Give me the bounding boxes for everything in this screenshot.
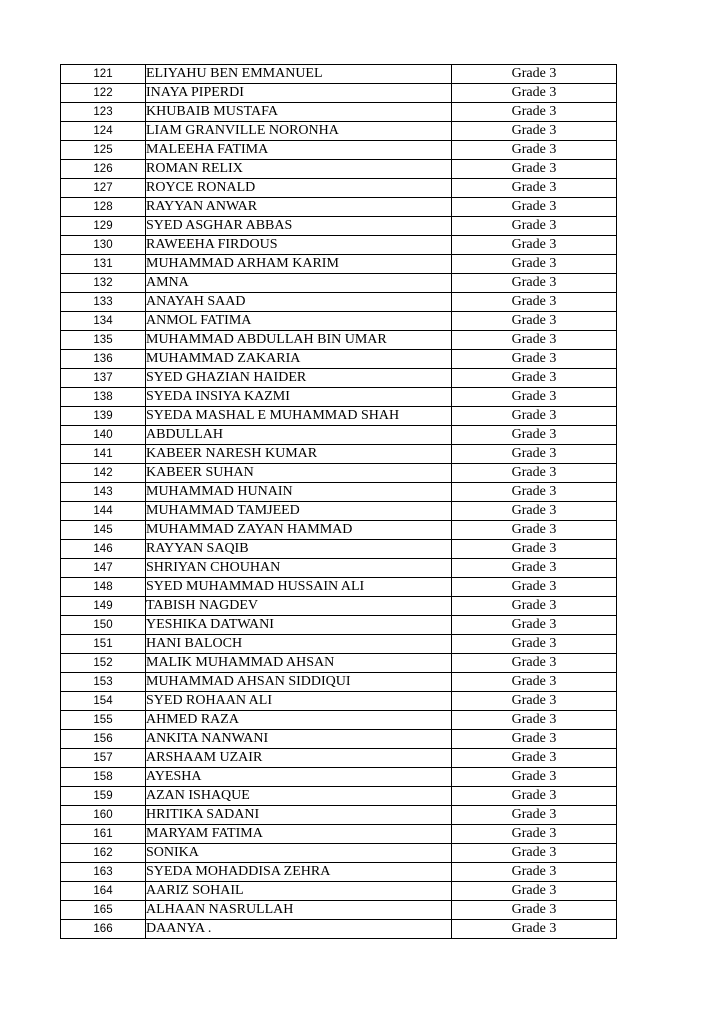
student-grade: Grade 3 bbox=[452, 616, 617, 635]
student-grade: Grade 3 bbox=[452, 806, 617, 825]
table-row bbox=[61, 692, 617, 711]
row-number: 145 bbox=[61, 521, 146, 540]
row-number: 148 bbox=[61, 578, 146, 597]
row-number: 126 bbox=[61, 160, 146, 179]
table-row bbox=[61, 882, 617, 901]
student-name: AMNA bbox=[146, 274, 452, 293]
student-grade: Grade 3 bbox=[452, 65, 617, 84]
table-row bbox=[61, 388, 617, 407]
row-number: 161 bbox=[61, 825, 146, 844]
row-number: 125 bbox=[61, 141, 146, 160]
row-number: 157 bbox=[61, 749, 146, 768]
student-grade: Grade 3 bbox=[452, 749, 617, 768]
table-row bbox=[61, 635, 617, 654]
student-name: SHRIYAN CHOUHAN bbox=[146, 559, 452, 578]
student-grade: Grade 3 bbox=[452, 597, 617, 616]
student-name: HANI BALOCH bbox=[146, 635, 452, 654]
table-row bbox=[61, 312, 617, 331]
student-name: INAYA PIPERDI bbox=[146, 84, 452, 103]
student-grade: Grade 3 bbox=[452, 350, 617, 369]
student-name: ARSHAAM UZAIR bbox=[146, 749, 452, 768]
student-name: SYEDA MASHAL E MUHAMMAD SHAH bbox=[146, 407, 452, 426]
table-row bbox=[61, 369, 617, 388]
student-grade: Grade 3 bbox=[452, 217, 617, 236]
student-grade: Grade 3 bbox=[452, 540, 617, 559]
table-row bbox=[61, 179, 617, 198]
student-name: AZAN ISHAQUE bbox=[146, 787, 452, 806]
table-row bbox=[61, 616, 617, 635]
table-row bbox=[61, 597, 617, 616]
student-roster-table bbox=[60, 64, 617, 939]
student-grade: Grade 3 bbox=[452, 882, 617, 901]
student-grade: Grade 3 bbox=[452, 787, 617, 806]
student-grade: Grade 3 bbox=[452, 407, 617, 426]
row-number: 163 bbox=[61, 863, 146, 882]
student-name: ANMOL FATIMA bbox=[146, 312, 452, 331]
student-grade: Grade 3 bbox=[452, 331, 617, 350]
table-row bbox=[61, 920, 617, 939]
student-name: RAYYAN SAQIB bbox=[146, 540, 452, 559]
table-row bbox=[61, 160, 617, 179]
student-grade: Grade 3 bbox=[452, 711, 617, 730]
row-number: 153 bbox=[61, 673, 146, 692]
row-number: 134 bbox=[61, 312, 146, 331]
student-name: ANKITA NANWANI bbox=[146, 730, 452, 749]
student-grade: Grade 3 bbox=[452, 293, 617, 312]
row-number: 158 bbox=[61, 768, 146, 787]
row-number: 149 bbox=[61, 597, 146, 616]
table-row bbox=[61, 293, 617, 312]
student-grade: Grade 3 bbox=[452, 445, 617, 464]
student-name: SYEDA INSIYA KAZMI bbox=[146, 388, 452, 407]
student-name: MALIK MUHAMMAD AHSAN bbox=[146, 654, 452, 673]
row-number: 138 bbox=[61, 388, 146, 407]
table-row bbox=[61, 825, 617, 844]
table-row bbox=[61, 198, 617, 217]
table-row bbox=[61, 521, 617, 540]
row-number: 127 bbox=[61, 179, 146, 198]
row-number: 162 bbox=[61, 844, 146, 863]
row-number: 142 bbox=[61, 464, 146, 483]
row-number: 128 bbox=[61, 198, 146, 217]
student-name: KABEER SUHAN bbox=[146, 464, 452, 483]
student-name: MUHAMMAD TAMJEED bbox=[146, 502, 452, 521]
student-grade: Grade 3 bbox=[452, 768, 617, 787]
student-name: ANAYAH SAAD bbox=[146, 293, 452, 312]
student-grade: Grade 3 bbox=[452, 198, 617, 217]
student-name: LIAM GRANVILLE NORONHA bbox=[146, 122, 452, 141]
student-grade: Grade 3 bbox=[452, 692, 617, 711]
table-row bbox=[61, 540, 617, 559]
table-row bbox=[61, 844, 617, 863]
student-grade: Grade 3 bbox=[452, 521, 617, 540]
row-number: 137 bbox=[61, 369, 146, 388]
table-row bbox=[61, 84, 617, 103]
row-number: 130 bbox=[61, 236, 146, 255]
row-number: 156 bbox=[61, 730, 146, 749]
table-row bbox=[61, 711, 617, 730]
row-number: 147 bbox=[61, 559, 146, 578]
table-row bbox=[61, 103, 617, 122]
row-number: 133 bbox=[61, 293, 146, 312]
student-name: RAWEEHA FIRDOUS bbox=[146, 236, 452, 255]
student-grade: Grade 3 bbox=[452, 274, 617, 293]
table-row bbox=[61, 464, 617, 483]
student-roster-body bbox=[61, 65, 617, 939]
student-name: MUHAMMAD HUNAIN bbox=[146, 483, 452, 502]
table-row bbox=[61, 502, 617, 521]
student-grade: Grade 3 bbox=[452, 559, 617, 578]
student-name: AYESHA bbox=[146, 768, 452, 787]
table-row bbox=[61, 806, 617, 825]
row-number: 164 bbox=[61, 882, 146, 901]
student-name: YESHIKA DATWANI bbox=[146, 616, 452, 635]
student-name: SYED ROHAAN ALI bbox=[146, 692, 452, 711]
student-grade: Grade 3 bbox=[452, 122, 617, 141]
student-grade: Grade 3 bbox=[452, 730, 617, 749]
student-grade: Grade 3 bbox=[452, 141, 617, 160]
row-number: 121 bbox=[61, 65, 146, 84]
student-name: MUHAMMAD AHSAN SIDDIQUI bbox=[146, 673, 452, 692]
student-name: SYED GHAZIAN HAIDER bbox=[146, 369, 452, 388]
student-grade: Grade 3 bbox=[452, 84, 617, 103]
table-row bbox=[61, 768, 617, 787]
student-grade: Grade 3 bbox=[452, 236, 617, 255]
table-row bbox=[61, 749, 617, 768]
student-grade: Grade 3 bbox=[452, 825, 617, 844]
student-name: SYED ASGHAR ABBAS bbox=[146, 217, 452, 236]
row-number: 122 bbox=[61, 84, 146, 103]
student-name: ROMAN RELIX bbox=[146, 160, 452, 179]
student-grade: Grade 3 bbox=[452, 464, 617, 483]
student-grade: Grade 3 bbox=[452, 673, 617, 692]
table-row bbox=[61, 483, 617, 502]
student-grade: Grade 3 bbox=[452, 160, 617, 179]
student-grade: Grade 3 bbox=[452, 920, 617, 939]
row-number: 146 bbox=[61, 540, 146, 559]
table-row bbox=[61, 426, 617, 445]
student-name: MUHAMMAD ARHAM KARIM bbox=[146, 255, 452, 274]
student-grade: Grade 3 bbox=[452, 312, 617, 331]
student-name: HRITIKA SADANI bbox=[146, 806, 452, 825]
student-grade: Grade 3 bbox=[452, 863, 617, 882]
student-name: KABEER NARESH KUMAR bbox=[146, 445, 452, 464]
table-row bbox=[61, 255, 617, 274]
row-number: 151 bbox=[61, 635, 146, 654]
row-number: 154 bbox=[61, 692, 146, 711]
student-name: MARYAM FATIMA bbox=[146, 825, 452, 844]
table-row bbox=[61, 274, 617, 293]
table-row bbox=[61, 730, 617, 749]
student-name: ALHAAN NASRULLAH bbox=[146, 901, 452, 920]
student-grade: Grade 3 bbox=[452, 502, 617, 521]
table-row bbox=[61, 578, 617, 597]
student-name: SONIKA bbox=[146, 844, 452, 863]
student-name: AARIZ SOHAIL bbox=[146, 882, 452, 901]
student-grade: Grade 3 bbox=[452, 483, 617, 502]
student-name: ABDULLAH bbox=[146, 426, 452, 445]
row-number: 129 bbox=[61, 217, 146, 236]
row-number: 155 bbox=[61, 711, 146, 730]
row-number: 135 bbox=[61, 331, 146, 350]
row-number: 165 bbox=[61, 901, 146, 920]
student-name: MUHAMMAD ZAKARIA bbox=[146, 350, 452, 369]
student-name: ROYCE RONALD bbox=[146, 179, 452, 198]
student-grade: Grade 3 bbox=[452, 654, 617, 673]
table-row bbox=[61, 654, 617, 673]
student-name: SYED MUHAMMAD HUSSAIN ALI bbox=[146, 578, 452, 597]
table-row bbox=[61, 901, 617, 920]
row-number: 150 bbox=[61, 616, 146, 635]
row-number: 140 bbox=[61, 426, 146, 445]
row-number: 152 bbox=[61, 654, 146, 673]
row-number: 139 bbox=[61, 407, 146, 426]
table-row bbox=[61, 787, 617, 806]
row-number: 131 bbox=[61, 255, 146, 274]
table-row bbox=[61, 331, 617, 350]
student-name: SYEDA MOHADDISA ZEHRA bbox=[146, 863, 452, 882]
row-number: 160 bbox=[61, 806, 146, 825]
student-name: AHMED RAZA bbox=[146, 711, 452, 730]
row-number: 124 bbox=[61, 122, 146, 141]
student-name: MUHAMMAD ABDULLAH BIN UMAR bbox=[146, 331, 452, 350]
student-name: MALEEHA FATIMA bbox=[146, 141, 452, 160]
student-name: RAYYAN ANWAR bbox=[146, 198, 452, 217]
table-row bbox=[61, 673, 617, 692]
student-name: MUHAMMAD ZAYAN HAMMAD bbox=[146, 521, 452, 540]
student-grade: Grade 3 bbox=[452, 844, 617, 863]
student-name: ELIYAHU BEN EMMANUEL bbox=[146, 65, 452, 84]
student-grade: Grade 3 bbox=[452, 255, 617, 274]
row-number: 144 bbox=[61, 502, 146, 521]
table-row bbox=[61, 217, 617, 236]
student-grade: Grade 3 bbox=[452, 103, 617, 122]
student-grade: Grade 3 bbox=[452, 901, 617, 920]
row-number: 159 bbox=[61, 787, 146, 806]
table-row bbox=[61, 407, 617, 426]
row-number: 123 bbox=[61, 103, 146, 122]
row-number: 141 bbox=[61, 445, 146, 464]
table-row bbox=[61, 122, 617, 141]
student-grade: Grade 3 bbox=[452, 388, 617, 407]
table-row bbox=[61, 141, 617, 160]
row-number: 143 bbox=[61, 483, 146, 502]
student-grade: Grade 3 bbox=[452, 635, 617, 654]
student-name: KHUBAIB MUSTAFA bbox=[146, 103, 452, 122]
table-row bbox=[61, 236, 617, 255]
row-number: 132 bbox=[61, 274, 146, 293]
table-row bbox=[61, 350, 617, 369]
student-grade: Grade 3 bbox=[452, 426, 617, 445]
student-grade: Grade 3 bbox=[452, 369, 617, 388]
table-row bbox=[61, 445, 617, 464]
table-row bbox=[61, 863, 617, 882]
row-number: 136 bbox=[61, 350, 146, 369]
student-grade: Grade 3 bbox=[452, 578, 617, 597]
table-row bbox=[61, 559, 617, 578]
student-name: TABISH NAGDEV bbox=[146, 597, 452, 616]
student-grade: Grade 3 bbox=[452, 179, 617, 198]
table-row bbox=[61, 65, 617, 84]
student-name: DAANYA . bbox=[146, 920, 452, 939]
row-number: 166 bbox=[61, 920, 146, 939]
